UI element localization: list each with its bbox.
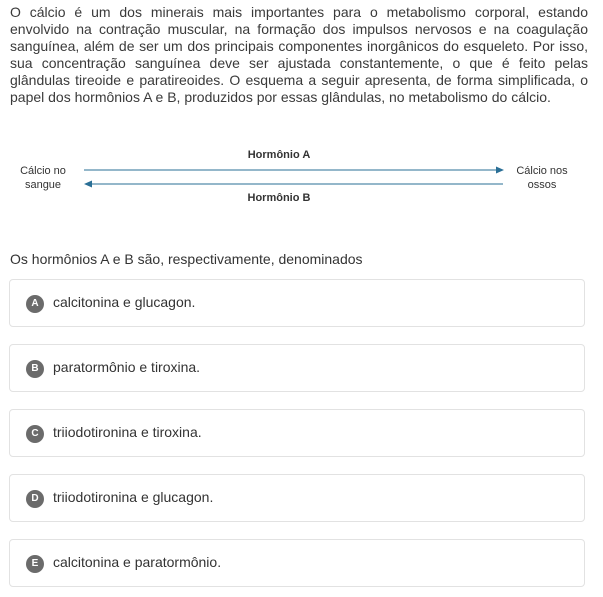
option-c-text: triiodotironina e tiroxina.: [53, 424, 202, 440]
option-a-text: calcitonina e glucagon.: [53, 294, 196, 310]
option-b[interactable]: [9, 344, 585, 392]
calcium-bones-label: [508, 164, 576, 192]
option-b-text: paratormônio e tiroxina.: [53, 359, 201, 375]
calcium-blood-label: [14, 164, 72, 192]
option-b-badge: B: [26, 360, 44, 378]
calcium-blood-label-line2: sangue: [24, 179, 62, 191]
option-e-badge: E: [26, 555, 44, 573]
option-a[interactable]: [9, 279, 585, 327]
option-c[interactable]: [9, 409, 585, 457]
calcium-bones-label-line2: ossos: [527, 179, 557, 191]
option-a-badge: A: [26, 295, 44, 313]
hormone-a-label: Hormônio A: [247, 149, 311, 161]
option-d-badge: D: [26, 490, 44, 508]
option-c-badge: C: [26, 425, 44, 443]
option-e[interactable]: [9, 539, 585, 587]
option-d-text: triiodotironina e glucagon.: [53, 489, 214, 505]
option-d[interactable]: [9, 474, 585, 522]
calcium-diagram: [0, 140, 603, 215]
intro-paragraph: O cálcio é um dos minerais mais importantes para o metabolismo corporal, estando envolvido na contração muscular, na formação dos impulsos nervosos e na coagulação sanguínea, além de ser um dos principais componentes inorgânicos do esqueleto. Por isso, sua concentração sanguínea deve ser ajustada constantemente, o que é feito pelas glândulas tireoide e paratireoides. O esquema a seguir apresenta, de forma simplificada, o papel dos hormônios A e B, produzidos por essas glândulas, no metabolismo do cálcio.: [10, 4, 588, 105]
option-e-text: calcitonina e paratormônio.: [53, 554, 222, 570]
calcium-blood-label-line1: Cálcio no: [20, 165, 66, 177]
question-text: Os hormônios A e B são, respectivamente, denominados: [10, 251, 363, 267]
calcium-bones-label-line1: Cálcio nos: [516, 165, 568, 177]
hormone-b-label: Hormônio B: [247, 192, 311, 204]
